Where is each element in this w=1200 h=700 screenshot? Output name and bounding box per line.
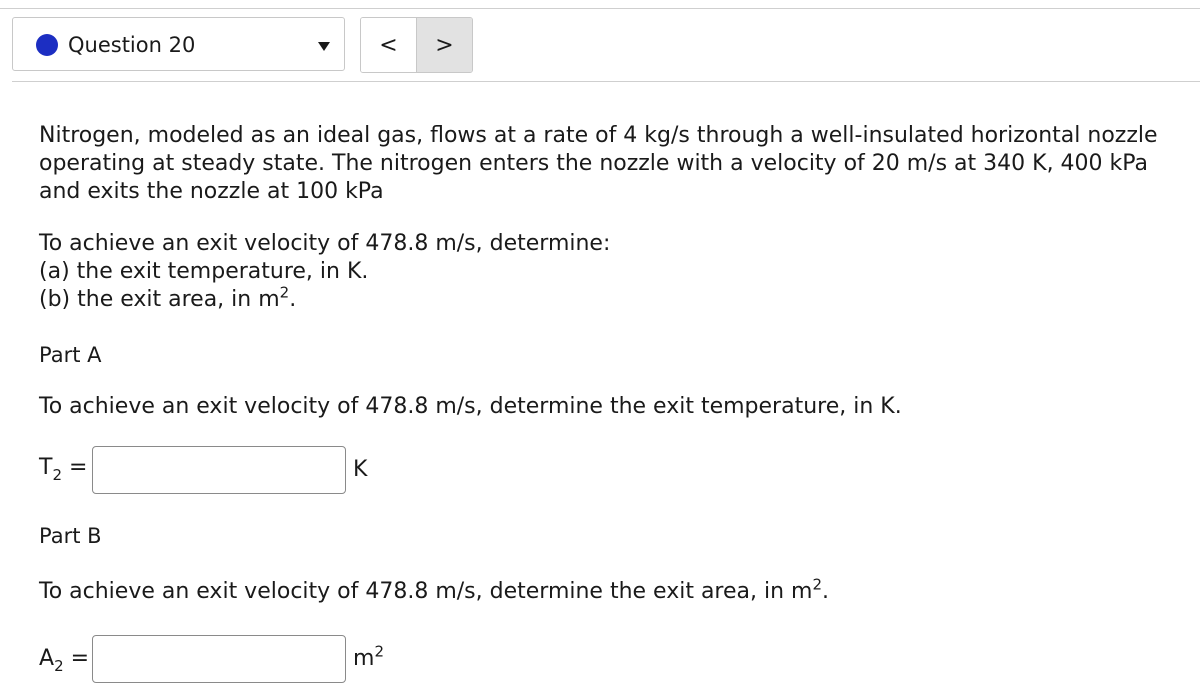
task-intro: To achieve an exit velocity of 478.8 m/s, determine: [39, 231, 611, 256]
top-divider [0, 8, 1200, 9]
part-a-variable [39, 454, 87, 483]
question-label: Question 20 [68, 33, 196, 57]
part-b-var-subscript: 2 [54, 657, 64, 675]
part-b-var: A [39, 646, 55, 671]
header-divider [12, 81, 1200, 82]
status-dot-icon [36, 34, 58, 56]
question-selector[interactable] [12, 17, 345, 71]
caret-down-icon [318, 42, 330, 51]
part-a-var: T [39, 455, 53, 480]
part-b-prompt-suffix: . [822, 579, 830, 604]
part-b-unit-exponent: 2 [374, 642, 384, 661]
part-a-var-subscript: 2 [52, 466, 62, 484]
next-question-button[interactable]: > [416, 18, 472, 72]
part-b-prompt-exponent: 2 [812, 575, 823, 594]
task-b-text: (b) the exit area, in m [39, 287, 280, 312]
task-a: (a) the exit temperature, in K. [39, 259, 369, 284]
problem-statement: Nitrogen, modeled as an ideal gas, flows at a rate of 4 kg/s through a well-insulated horizontal nozzle operating at steady state. The nitrogen enters the nozzle with a velocity of 20 m/s at 340 K, 400 kPa and exits the nozzle at 100 kPa [39, 123, 1158, 204]
part-a-answer-input[interactable] [92, 446, 346, 494]
part-b-prompt [39, 575, 830, 606]
part-a-equals: = [69, 455, 88, 480]
task-b-suffix: . [289, 287, 297, 312]
part-b-variable [39, 645, 89, 674]
part-b-equals: = [70, 646, 90, 671]
part-b-answer-input[interactable] [92, 635, 346, 683]
part-b-title: Part B [39, 524, 102, 548]
task-b [39, 283, 1139, 314]
part-b-prompt-text: To achieve an exit velocity of 478.8 m/s, determine the exit area, in m [39, 579, 813, 604]
task-b-exponent: 2 [279, 283, 290, 302]
part-a-prompt: To achieve an exit velocity of 478.8 m/s, determine the exit temperature, in K. [39, 394, 902, 419]
part-b-unit-base: m [353, 646, 375, 671]
previous-question-button[interactable]: < [361, 18, 416, 72]
part-b-unit [353, 642, 384, 673]
part-a-unit: K [353, 457, 368, 482]
task-list [39, 230, 1139, 314]
part-a-title: Part A [39, 343, 102, 367]
question-nav [360, 17, 473, 73]
